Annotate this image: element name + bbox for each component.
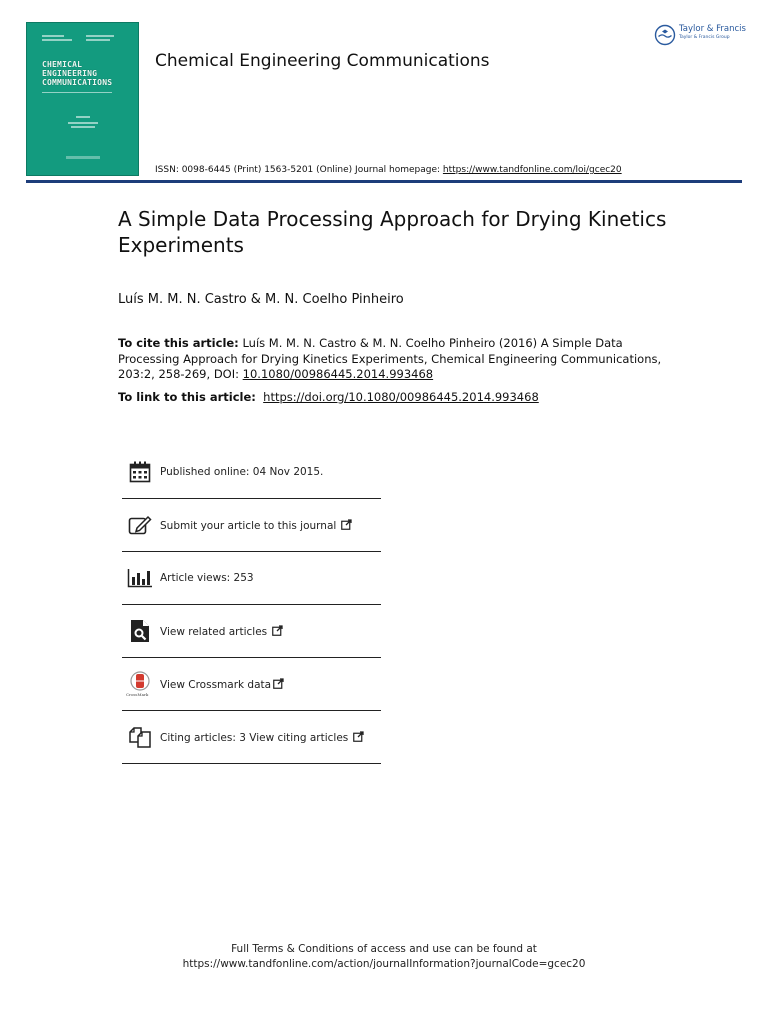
cite-label: To cite this article: (118, 336, 239, 350)
edit-icon (127, 512, 153, 538)
article-views: Article views: 253 (160, 572, 254, 584)
article-title: A Simple Data Processing Approach for Drying Kinetics Experiments (118, 207, 667, 257)
cite-text: Luís M. M. N. Castro & M. N. Coelho Pinheiro (2016) A Simple Data Processing Approach for Drying Kinetics Experiments, Chemical Engineering Communications, 203:2, 258-269, DOI: (118, 336, 662, 381)
issn-text: ISSN: 0098-6445 (Print) 1563-5201 (Online) Journal homepage: (155, 165, 443, 175)
external-link-icon (341, 519, 352, 530)
publisher-name: Taylor & Francis (679, 24, 746, 34)
article-link-block (118, 390, 539, 404)
cite-doi-link[interactable]: 10.1080/00986445.2014.993468 (242, 367, 434, 381)
related-articles-row[interactable] (122, 605, 381, 658)
bar-chart-icon (127, 565, 153, 591)
crossmark-icon (127, 671, 153, 697)
terms-url[interactable]: https://www.tandfonline.com/action/journalInformation?journalCode=gcec20 (182, 958, 586, 970)
article-authors: Luís M. M. N. Castro & M. N. Coelho Pinheiro (118, 292, 404, 307)
external-link-icon (273, 678, 284, 689)
publisher-group: Taylor & Francis Group (679, 35, 730, 40)
document-search-icon (127, 618, 153, 644)
crossmark-row[interactable] (122, 658, 381, 711)
citation-block (118, 336, 678, 383)
publisher-emblem-icon (654, 24, 676, 46)
calendar-icon (127, 459, 153, 485)
issn-line (155, 165, 622, 175)
citing-documents-icon (127, 724, 153, 750)
crossmark-badge-text: CrossMark (126, 692, 149, 697)
link-label: To link to this article: (118, 390, 256, 404)
terms-footer (0, 942, 768, 972)
submit-article-link[interactable] (160, 519, 352, 532)
submit-article-label: Submit your article to this journal (160, 519, 337, 532)
citing-articles-label: Citing articles: 3 View citing articles (160, 731, 349, 744)
header-divider (26, 180, 742, 183)
publisher-logo[interactable] (654, 22, 754, 48)
terms-text: Full Terms & Conditions of access and use can be found at (231, 943, 537, 955)
cover-title: CHEMICAL ENGINEERING COMMUNICATIONS (42, 60, 113, 87)
external-link-icon (272, 625, 283, 636)
published-online-row (122, 446, 381, 499)
journal-cover-image (26, 22, 139, 176)
crossmark-label: View Crossmark data (160, 678, 272, 691)
article-metadata-list (122, 446, 381, 764)
article-doi-link[interactable]: https://doi.org/10.1080/00986445.2014.993468 (263, 390, 539, 404)
crossmark-link[interactable] (160, 678, 284, 691)
submit-article-row[interactable] (122, 499, 381, 552)
external-link-icon (353, 731, 364, 742)
journal-homepage-link[interactable]: https://www.tandfonline.com/loi/gcec20 (442, 165, 622, 175)
citing-articles-link[interactable] (160, 731, 364, 744)
published-date: Published online: 04 Nov 2015. (160, 466, 324, 478)
related-articles-label: View related articles (160, 625, 268, 638)
journal-name: Chemical Engineering Communications (155, 51, 490, 71)
citing-articles-row[interactable] (122, 711, 381, 764)
related-articles-link[interactable] (160, 625, 283, 638)
article-views-row (122, 552, 381, 605)
